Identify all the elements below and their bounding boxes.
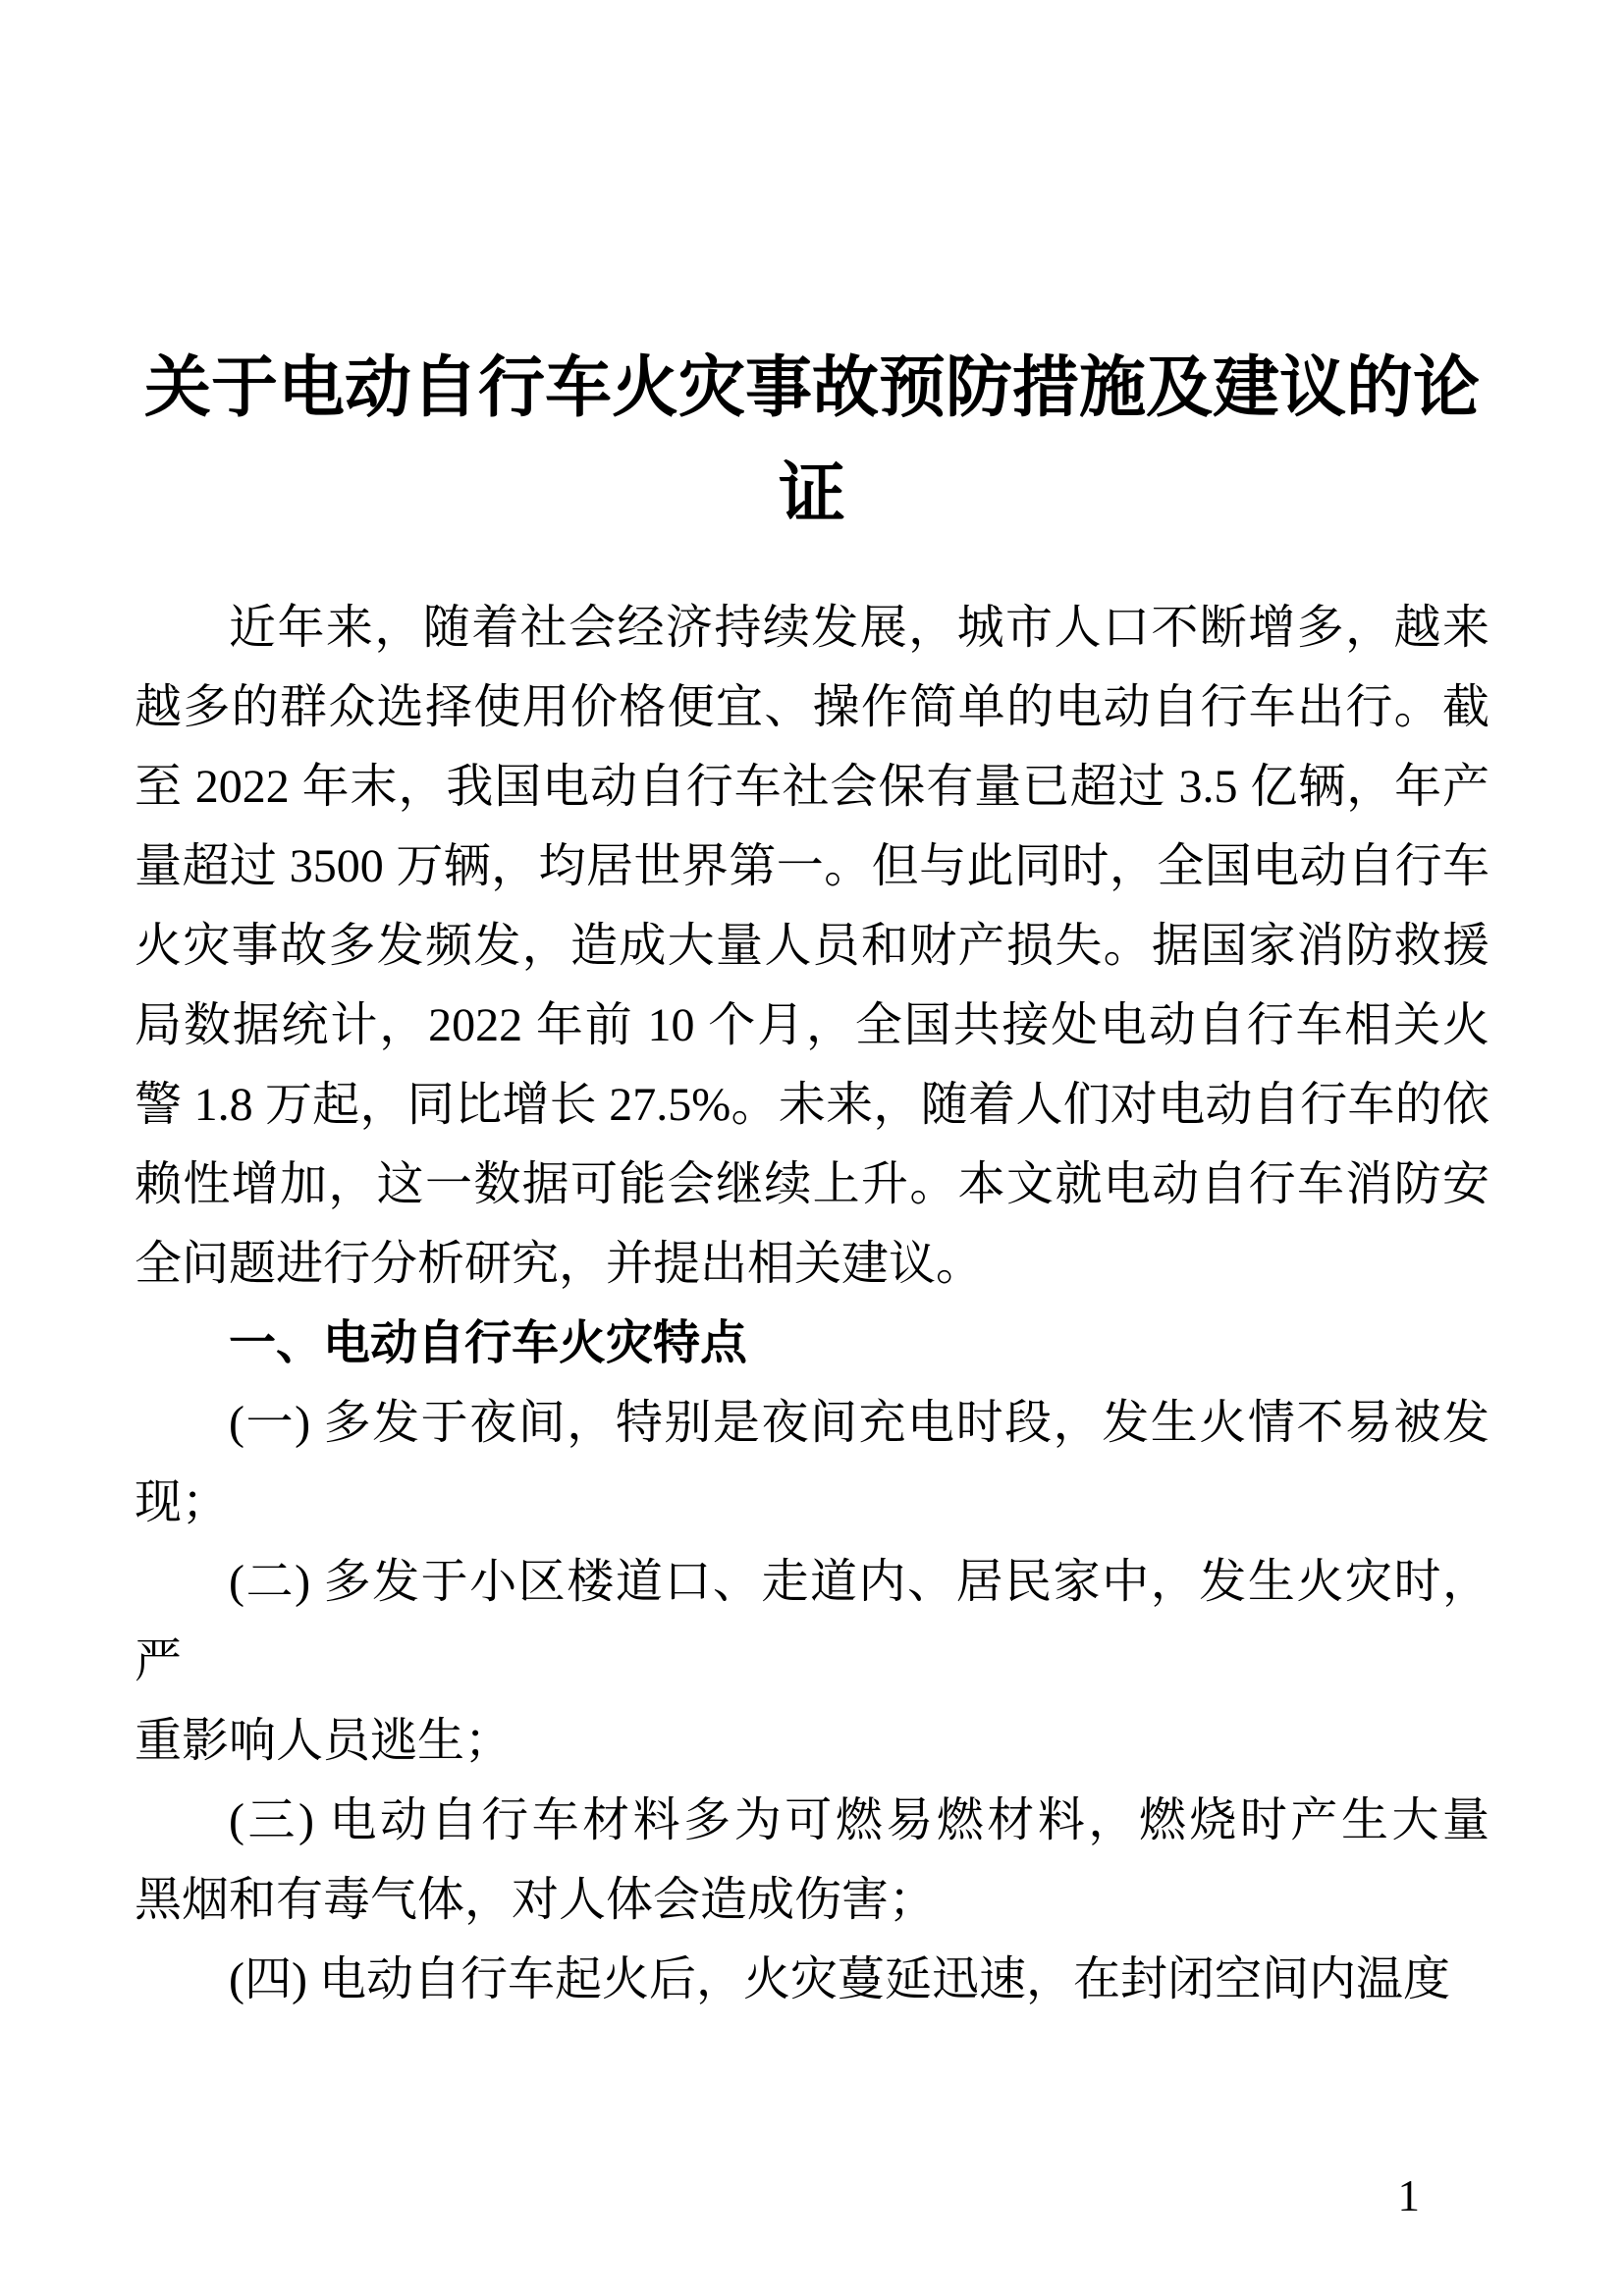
- list-item: [135, 1542, 1489, 1781]
- paragraph-line: 赖性增加，这一数据可能会继续上升。本文就电动自行车消防安: [135, 1158, 1489, 1210]
- intro-paragraph: [135, 588, 1489, 1304]
- list-item-line: 现；: [135, 1476, 230, 1528]
- paragraph-line: 至 2022 年末，我国电动自行车社会保有量已超过 3.5 亿辆，年产: [135, 761, 1489, 813]
- list-item-line: 重影响人员逃生；: [135, 1715, 513, 1767]
- paragraph-line: 近年来，随着社会经济持续发展，城市人口不断增多，越来: [229, 602, 1489, 654]
- document-body: [135, 588, 1489, 2019]
- paragraph-line: 局数据统计，2022 年前 10 个月，全国共接处电动自行车相关火: [135, 999, 1489, 1051]
- paragraph-line: 警 1.8 万起，同比增长 27.5%。未来，随着人们对电动自行车的依: [135, 1079, 1489, 1131]
- document-title: [135, 335, 1489, 547]
- list-item: [135, 1781, 1489, 1940]
- paragraph-line: 量超过 3500 万辆，均居世界第一。但与此同时，全国电动自行车: [135, 840, 1489, 892]
- list-item-line: 黑烟和有毒气体，对人体会造成伤害；: [135, 1874, 937, 1926]
- paragraph-line: 全问题进行分析研究，并提出相关建议。: [135, 1238, 984, 1290]
- section-heading: 一、电动自行车火灾特点: [229, 1317, 748, 1369]
- list-item: [135, 1383, 1489, 1542]
- list-item-line: (四) 电动自行车起火后，火灾蔓延迅速，在封闭空间内温度: [229, 1953, 1450, 2005]
- list-item-line: (三) 电动自行车材料多为可燃易燃材料，燃烧时产生大量: [229, 1794, 1489, 1846]
- page-number: 1: [1397, 2171, 1420, 2220]
- paragraph-line: 越多的群众选择使用价格便宜、操作简单的电动自行车出行。截: [135, 681, 1489, 733]
- list-item-line: (二) 多发于小区楼道口、走道内、居民家中，发生火灾时，严: [135, 1556, 1489, 1687]
- list-item: [135, 1940, 1489, 2019]
- document-title-line-2: 证: [778, 456, 845, 531]
- paragraph-line: 火灾事故多发频发，造成大量人员和财产损失。据国家消防救援: [135, 920, 1489, 972]
- document-title-line-1: 关于电动自行车火灾事故预防措施及建议的论: [143, 350, 1480, 425]
- list-item-line: (一) 多发于夜间，特别是夜间充电时段，发生火情不易被发: [229, 1397, 1489, 1449]
